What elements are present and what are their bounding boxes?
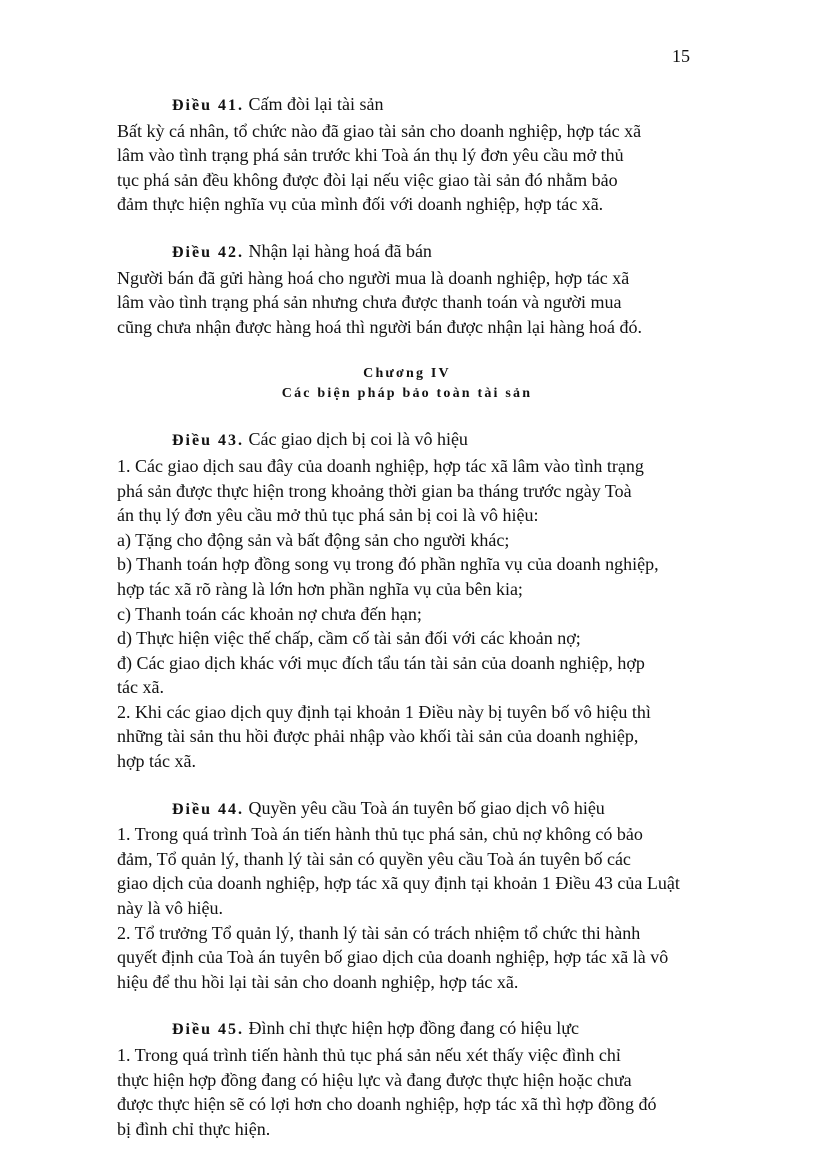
article-line: a) Tặng cho động sản và bất động sản cho người khác; bbox=[117, 529, 510, 550]
article-line: những tài sản thu hồi được phải nhập vào khối tài sản của doanh nghiệp, bbox=[117, 726, 639, 747]
article-44 bbox=[117, 796, 697, 995]
document-body bbox=[117, 92, 697, 1163]
article-number: Điều 44. bbox=[172, 800, 244, 818]
article-number: Điều 43. bbox=[172, 432, 244, 450]
article-line: được thực hiện sẽ có lợi hơn cho doanh nghiệp, hợp tác xã thì hợp đồng đó bbox=[117, 1094, 657, 1115]
article-line: đảm, Tổ quản lý, thanh lý tài sản có quyền yêu cầu Toà án tuyên bố các bbox=[117, 848, 631, 869]
article-line: 1. Các giao dịch sau đây của doanh nghiệp, hợp tác xã lâm vào tình trạng bbox=[117, 455, 644, 476]
article-line: này là vô hiệu. bbox=[117, 898, 223, 919]
article-line: Bất kỳ cá nhân, tổ chức nào đã giao tài sản cho doanh nghiệp, hợp tác xã bbox=[117, 120, 642, 141]
article-line: 2. Tổ trưởng Tổ quản lý, thanh lý tài sản có trách nhiệm tổ chức thi hành bbox=[117, 922, 641, 943]
article-line: Người bán đã gửi hàng hoá cho người mua là doanh nghiệp, hợp tác xã bbox=[117, 267, 630, 288]
article-42 bbox=[117, 239, 697, 339]
article-line: giao dịch của doanh nghiệp, hợp tác xã quy định tại khoản 1 Điều 43 của Luật bbox=[117, 873, 680, 894]
chapter-label: Chương IV bbox=[363, 366, 451, 382]
article-line: tác xã. bbox=[117, 677, 164, 698]
article-number: Điều 41. bbox=[172, 97, 244, 114]
article-43 bbox=[117, 427, 697, 773]
article-title: Quyền yêu cầu Toà án tuyên bố giao dịch vô hiệu bbox=[244, 797, 605, 818]
article-heading bbox=[117, 1016, 697, 1043]
article-line: d) Thực hiện việc thế chấp, cầm cố tài sản đối với các khoản nợ; bbox=[117, 628, 581, 649]
article-title: Nhận lại hàng hoá đã bán bbox=[244, 240, 432, 261]
chapter-title: Các biện pháp bảo toàn tài sản bbox=[281, 386, 533, 402]
article-line: đ) Các giao dịch khác với mục đích tẩu tán tài sản của doanh nghiệp, hợp bbox=[117, 652, 645, 673]
article-line: phá sản được thực hiện trong khoảng thời gian ba tháng trước ngày Toà bbox=[117, 480, 632, 501]
article-line: quyết định của Toà án tuyên bố giao dịch của doanh nghiệp, hợp tác xã là vô bbox=[117, 947, 669, 968]
article-line: lâm vào tình trạng phá sản trước khi Toà án thụ lý đơn yêu cầu mở thủ bbox=[117, 145, 624, 166]
article-line: bị đình chỉ thực hiện. bbox=[117, 1118, 271, 1139]
article-line: 2. Khi các giao dịch quy định tại khoản 1 Điều này bị tuyên bố vô hiệu thì bbox=[117, 701, 651, 722]
article-line: đảm thực hiện nghĩa vụ của mình đối với doanh nghiệp, hợp tác xã. bbox=[117, 194, 604, 215]
article-heading bbox=[117, 427, 697, 454]
chapter-heading bbox=[117, 365, 697, 403]
article-line: c) Thanh toán các khoản nợ chưa đến hạn; bbox=[117, 603, 422, 624]
article-title: Đình chỉ thực hiện hợp đồng đang có hiệu lực bbox=[244, 1018, 579, 1039]
article-line: lâm vào tình trạng phá sản nhưng chưa được thanh toán và người mua bbox=[117, 292, 622, 313]
article-number: Điều 42. bbox=[172, 243, 244, 261]
article-line: thực hiện hợp đồng đang có hiệu lực và đang được thực hiện hoặc chưa bbox=[117, 1069, 632, 1090]
page-number: 15 bbox=[672, 46, 690, 66]
article-line: hiệu để thu hồi lại tài sản cho doanh nghiệp, hợp tác xã. bbox=[117, 971, 519, 992]
article-line: b) Thanh toán hợp đồng song vụ trong đó phần nghĩa vụ của doanh nghiệp, bbox=[117, 554, 659, 575]
article-title: Cấm đòi lại tài sản bbox=[244, 94, 384, 114]
article-line: 1. Trong quá trình Toà án tiến hành thủ tục phá sản, chủ nợ không có bảo bbox=[117, 824, 643, 845]
article-line: hợp tác xã rõ ràng là lớn hơn phần nghĩa vụ của bên kia; bbox=[117, 578, 523, 599]
article-line: 1. Trong quá trình tiến hành thủ tục phá sản nếu xét thấy việc đình chỉ bbox=[117, 1045, 621, 1065]
article-line: tục phá sản đều không được đòi lại nếu việc giao tài sản đó nhằm bảo bbox=[117, 169, 618, 190]
article-line: án thụ lý đơn yêu cầu mở thủ tục phá sản bị coi là vô hiệu: bbox=[117, 505, 539, 526]
article-number: Điều 45. bbox=[172, 1021, 244, 1039]
article-41 bbox=[117, 92, 697, 217]
article-line: cũng chưa nhận được hàng hoá thì người bán được nhận lại hàng hoá đó. bbox=[117, 316, 642, 337]
article-heading bbox=[117, 796, 697, 823]
article-heading bbox=[117, 239, 697, 266]
article-title: Các giao dịch bị coi là vô hiệu bbox=[244, 429, 468, 450]
article-line: hợp tác xã. bbox=[117, 751, 196, 772]
article-heading bbox=[117, 92, 697, 119]
